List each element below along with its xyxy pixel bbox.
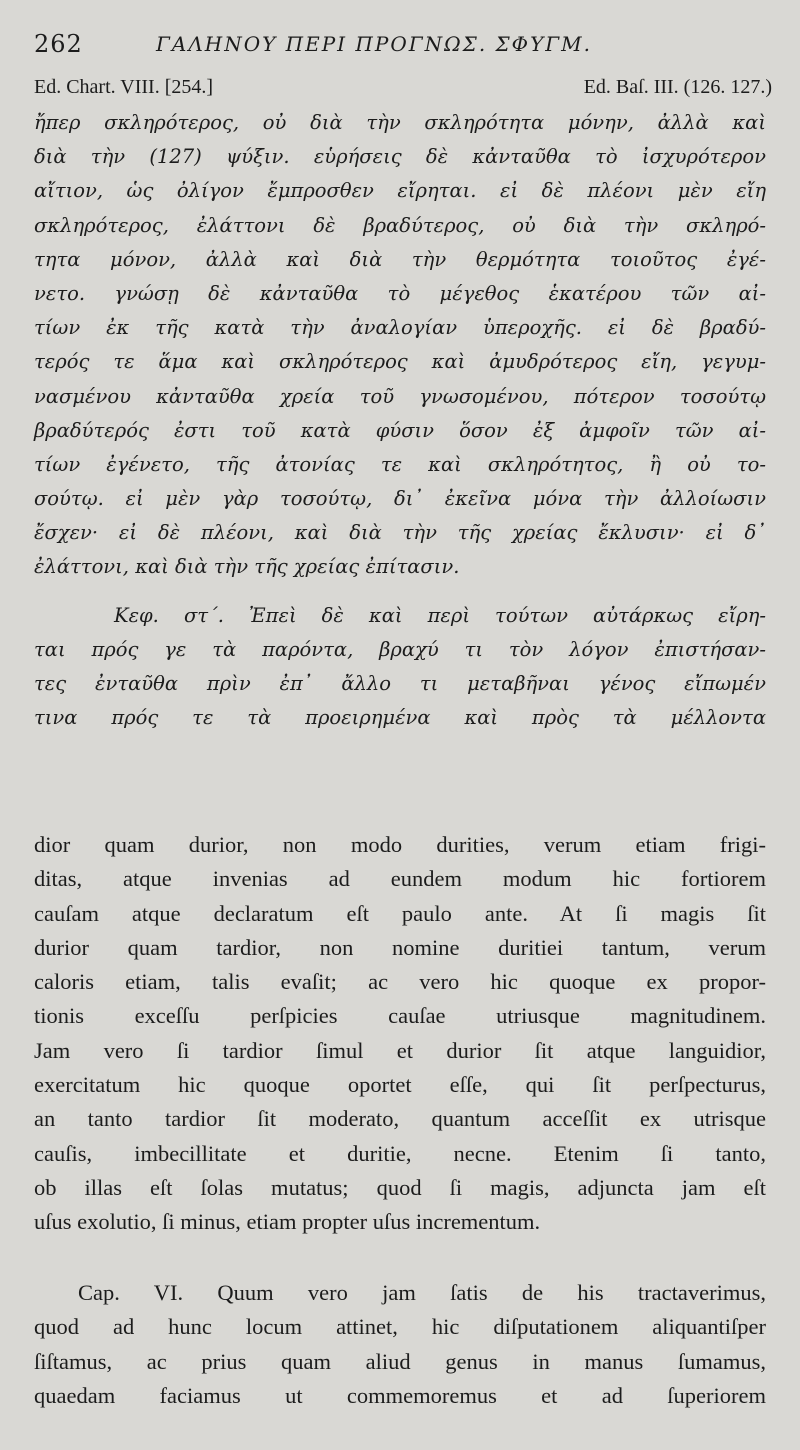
- text-line: τινα πρός τε τὰ προειρημένα καὶ πρὸς τὰ μέλλοντα: [34, 706, 766, 730]
- text-line: Cap. VI. Quum vero jam ſatis de his tractaverimus,: [78, 1280, 766, 1305]
- text-line: νετο. γνώσῃ δὲ κἀνταῦθα τὸ μέγεθος ἑκατέρου τῶν αἰ-: [34, 281, 766, 305]
- text-line: quaedam faciamus ut commemoremus et ad ſuperiorem: [34, 1382, 766, 1408]
- text-line: dior quam durior, non modo durities, verum etiam frigi-: [34, 832, 766, 857]
- greek-text: [34, 106, 766, 735]
- text-line: durior quam tardior, non nomine duritiei tantum, verum: [34, 934, 766, 960]
- text-line: Jam vero ſi tardior ſimul et durior ſit atque languidior,: [34, 1037, 766, 1063]
- text-line: ditas, atque invenias ad eundem modum hic fortiorem: [34, 866, 766, 892]
- text-line: τερός τε ἅμα καὶ σκληρότερος καὶ ἀμυδρότερος εἴη, γεγυμ-: [34, 350, 766, 374]
- text-line: σούτῳ. εἰ μὲν γὰρ τοσούτῳ, δι᾽ ἐκεῖνα μόνα τὴν ἀλλοίωσιν: [34, 487, 766, 511]
- text-line: ἤπερ σκληρότερος, οὐ διὰ τὴν σκληρότητα μόνην, ἀλλὰ καὶ: [34, 111, 766, 134]
- page-number: 262: [34, 30, 83, 58]
- edition-references: [34, 76, 772, 104]
- text-line: cauſis, imbecillitate et duritie, necne. Etenim ſi tanto,: [34, 1140, 766, 1166]
- text-line: ἐλάττονι, καὶ διὰ τὴν τῆς χρείας ἐπίτασιν.: [34, 555, 460, 579]
- edition-chart-ref: Ed. Chart. VIII. [254.]: [34, 76, 214, 98]
- text-line: caloris etiam, talis evaſit; ac vero hic quoque ex propor-: [34, 969, 766, 995]
- text-line: τητα μόνον, ἀλλὰ καὶ διὰ τὴν θερμότητα τοιοῦτος ἐγέ-: [34, 247, 766, 271]
- text-line: τίων ἐκ τῆς κατὰ τὴν ἀναλογίαν ὑπεροχῆς. εἰ δὲ βραδύ-: [34, 316, 766, 340]
- edition-basel-ref: Ed. Baſ. III. (126. 127.): [583, 76, 772, 98]
- latin-paragraph-2: [34, 1276, 766, 1413]
- text-line: exercitatum hic quoque oportet eſſe, qui ſit perſpecturus,: [34, 1072, 766, 1098]
- text-line: τίων ἐγένετο, τῆς ἀτονίας τε καὶ σκληρότητος, ἢ οὐ το-: [34, 452, 766, 476]
- text-line: cauſam atque declaratum eſt paulo ante. At ſi magis ſit: [34, 900, 766, 926]
- text-line: uſus exolutio, ſi minus, etiam propter uſus incrementum.: [34, 1209, 541, 1235]
- text-line: tionis exceſſu perſpicies cauſae utriusque magnitudinem.: [34, 1003, 766, 1029]
- text-line: an tanto tardior ſit moderato, quantum acceſſit ex utrisque: [34, 1106, 766, 1132]
- text-line: ſiſtamus, ac prius quam aliud genus in manus ſumamus,: [34, 1348, 766, 1374]
- text-line: βραδύτερός ἐστι τοῦ κατὰ φύσιν ὅσον ἐξ ἀμφοῖν τῶν αἰ-: [34, 418, 766, 442]
- greek-paragraph-2: [34, 599, 766, 736]
- text-line: τες ἐνταῦθα πρὶν ἐπ᾽ ἄλλο τι μεταβῆναι γένος εἴπωμέν: [34, 672, 766, 695]
- greek-paragraph-1: [34, 106, 766, 585]
- text-line: ob illas eſt ſolas mutatus; quod ſi magis, adjuncta jam eſt: [34, 1174, 766, 1200]
- page-header: [34, 30, 774, 62]
- text-line: ται πρός γε τὰ παρόντα, βραχύ τι τὸν λόγον ἐπιστήσαν-: [34, 637, 766, 661]
- text-line: νασμένου κἀνταῦθα χρεία τοῦ γνωσομένου, πότερον τοσούτῳ: [34, 384, 766, 408]
- running-title: ΓΑΛΗΝΟΥ ΠΕΡΙ ΠΡΟΓΝΩΣ. ΣΦΥΓΜ.: [156, 32, 592, 56]
- text-line: Κεφ. στ΄. Ἐπεὶ δὲ καὶ περὶ τούτων αὐτάρκως εἴρη-: [114, 603, 766, 627]
- latin-paragraph-1: [34, 828, 766, 1240]
- text-line: αἴτιον, ὡς ὀλίγον ἔμπροσθεν εἴρηται. εἰ δὲ πλέονι μὲν εἴη: [34, 179, 766, 203]
- text-line: ἔσχεν· εἰ δὲ πλέονι, καὶ διὰ τὴν τῆς χρείας ἔκλυσιν· εἰ δ᾽: [34, 521, 766, 545]
- text-line: σκληρότερος, ἐλάττονι δὲ βραδύτερος, οὐ διὰ τὴν σκληρό-: [34, 213, 766, 237]
- text-line: quod ad hunc locum attinet, hic diſputationem aliquantiſper: [34, 1314, 766, 1340]
- text-line: διὰ τὴν (127) ψύξιν. εὑρήσεις δὲ κἀνταῦθα τὸ ἰσχυρότερον: [34, 145, 766, 169]
